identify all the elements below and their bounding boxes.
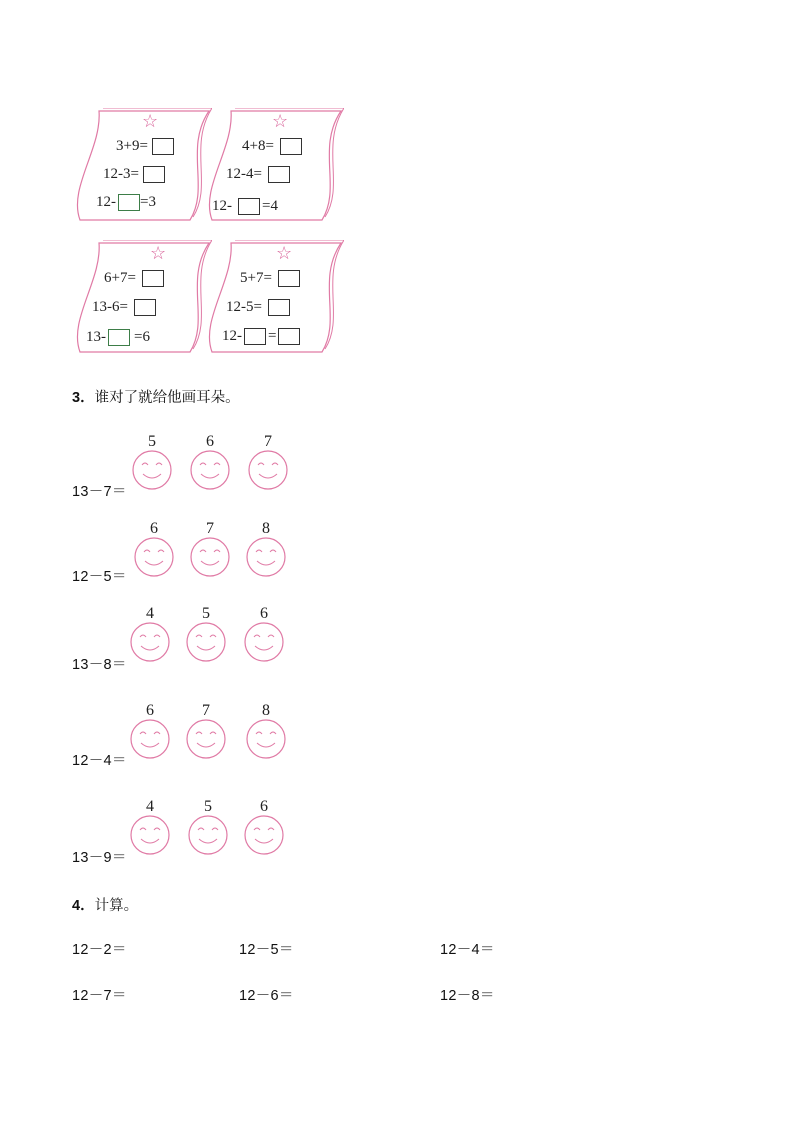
calc-expression: 12－7＝ [72,988,127,1004]
answer-box[interactable] [108,329,130,346]
option-number: 6 [206,433,214,450]
choice-expression: 13－9＝ [72,850,127,866]
answer-box[interactable] [244,328,266,345]
answer-box[interactable] [268,299,290,316]
smiley-face-icon[interactable] [132,450,172,490]
section-number: 4． [72,898,95,914]
section-4-heading [72,894,138,915]
option-number: 8 [262,520,270,537]
smiley-face-icon[interactable] [244,622,284,662]
calc-expression: 12－6＝ [239,988,294,1004]
card-line: 3+9= [116,138,174,155]
choice-expression: 13－7＝ [72,484,127,500]
choice-expression: 12－4＝ [72,753,127,769]
calc-expression: 12－4＝ [440,942,495,958]
card-line: 12- =3 [96,194,156,210]
answer-box[interactable] [134,299,156,316]
section-title: 谁对了就给他画耳朵。 [94,390,240,406]
answer-box[interactable] [268,166,290,183]
smiley-face-icon[interactable] [246,719,286,759]
option-number: 5 [202,605,210,622]
option-number: 5 [148,433,156,450]
option-number: 4 [146,605,154,622]
smiley-face-icon[interactable] [186,622,226,662]
smiley-face-icon[interactable] [190,537,230,577]
card-line: 6+7= [104,270,164,287]
card-line: 5+7= [240,270,300,287]
card-line: 12-4= [226,166,290,183]
exercise-card-3 [72,240,212,356]
section-3-heading [72,386,240,407]
star-icon: ☆ [272,111,289,131]
smiley-face-icon[interactable] [248,450,288,490]
option-number: 6 [260,798,268,815]
smiley-face-icon[interactable] [188,815,228,855]
option-number: 6 [260,605,268,622]
answer-box[interactable] [278,328,300,345]
card-line: 12-3= [103,166,165,183]
choice-expression: 12－5＝ [72,569,127,585]
choice-expression: 13－8＝ [72,657,127,673]
option-number: 7 [264,433,272,450]
smiley-face-icon[interactable] [130,719,170,759]
answer-box[interactable] [280,138,302,155]
card-line: 12- =4 [212,198,278,214]
star-icon: ☆ [276,243,293,263]
option-number: 5 [204,798,212,815]
star-icon: ☆ [142,111,159,131]
option-number: 7 [206,520,214,537]
card-line: 13- =6 [86,329,150,345]
card-line: 12- = [222,328,300,345]
option-number: 6 [146,702,154,719]
answer-box[interactable] [238,198,260,215]
answer-box[interactable] [143,166,165,183]
calc-expression: 12－2＝ [72,942,127,958]
smiley-face-icon[interactable] [134,537,174,577]
smiley-face-icon[interactable] [186,719,226,759]
answer-box[interactable] [142,270,164,287]
section-title: 计算。 [94,898,139,914]
option-number: 8 [262,702,270,719]
smiley-face-icon[interactable] [130,815,170,855]
card-line: 13-6= [92,299,156,316]
option-number: 7 [202,702,210,719]
exercise-card-1 [72,108,212,224]
exercise-card-4 [204,240,344,356]
answer-box[interactable] [152,138,174,155]
smiley-face-icon[interactable] [244,815,284,855]
smiley-face-icon[interactable] [190,450,230,490]
section-number: 3． [72,390,95,406]
card-line: 12-5= [226,299,290,316]
answer-box[interactable] [118,194,140,211]
option-number: 6 [150,520,158,537]
star-icon: ☆ [150,243,167,263]
smiley-face-icon[interactable] [246,537,286,577]
answer-box[interactable] [278,270,300,287]
exercise-card-2 [204,108,344,224]
card-line: 4+8= [242,138,302,155]
calc-expression: 12－5＝ [239,942,294,958]
option-number: 4 [146,798,154,815]
smiley-face-icon[interactable] [130,622,170,662]
calc-expression: 12－8＝ [440,988,495,1004]
